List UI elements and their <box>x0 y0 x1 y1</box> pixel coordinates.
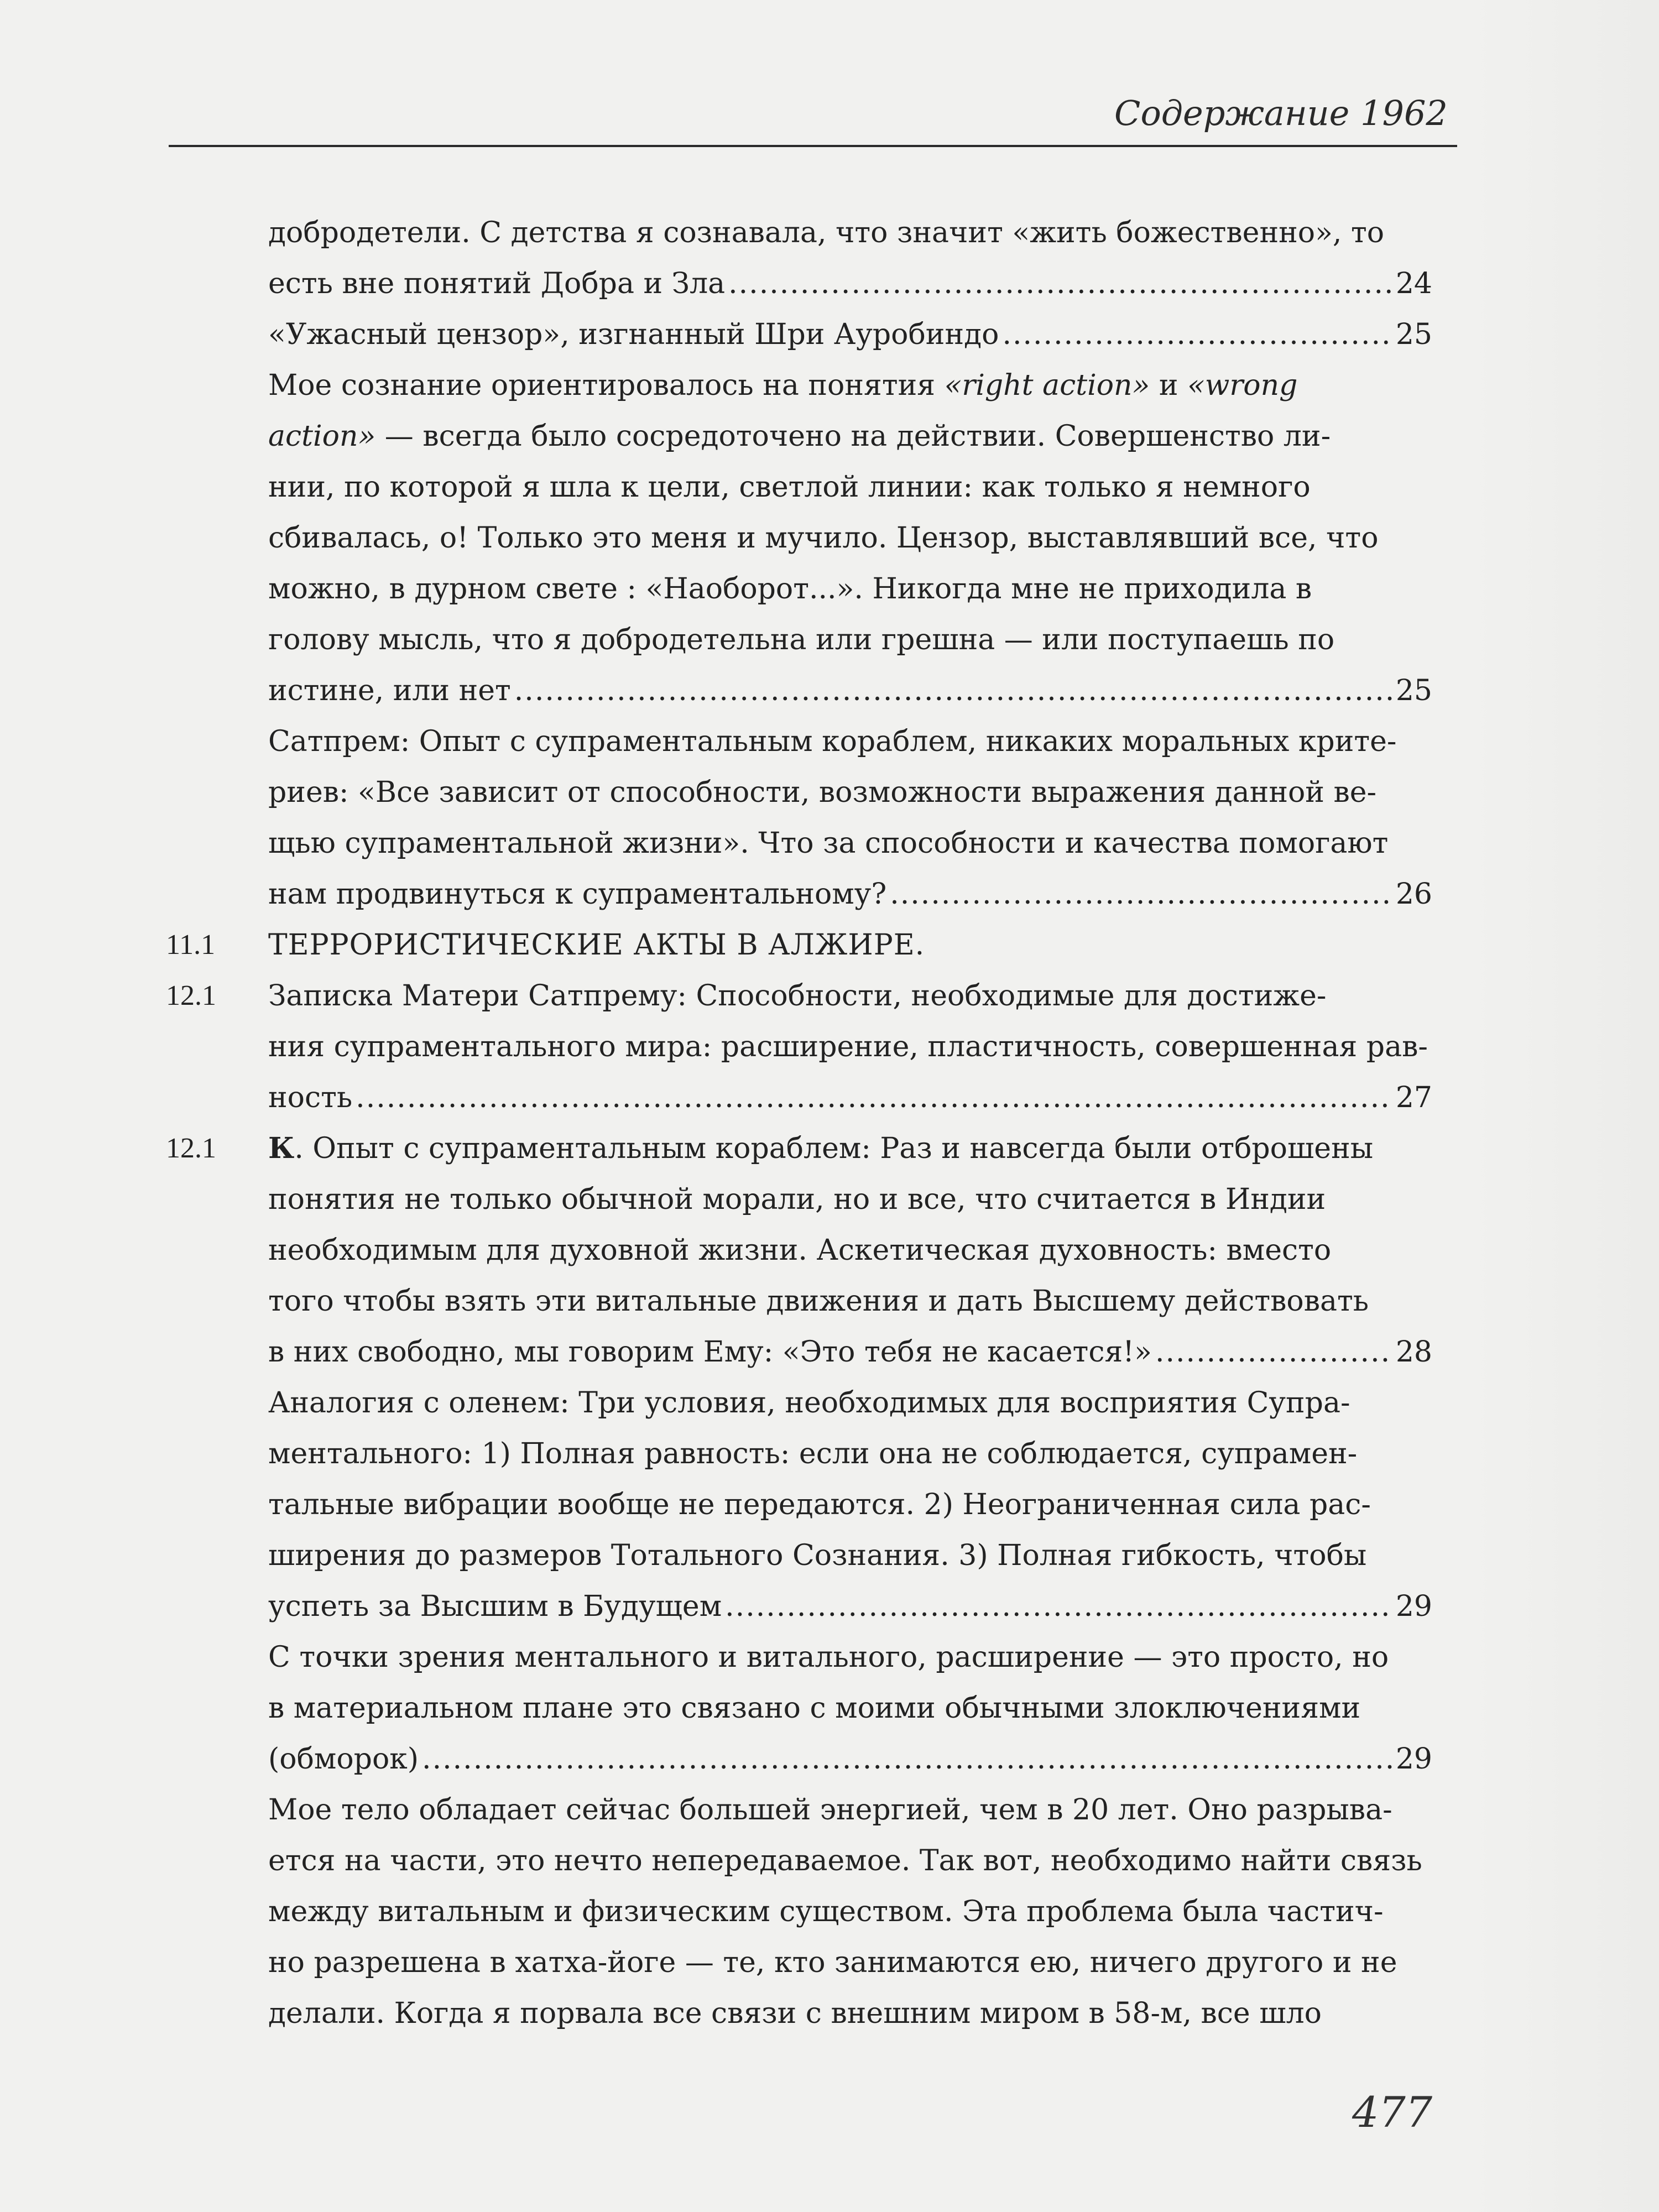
leader-text: есть вне понятий Добра и Зла <box>268 267 726 300</box>
header-rule <box>169 145 1457 147</box>
toc-entry <box>166 1378 1432 1632</box>
leader-line <box>268 869 1432 920</box>
entry-line: ширения до размеров Тотального Сознания. 3) Полная гибкость, чтобы <box>268 1539 1367 1572</box>
entry-line: Записка Матери Сатпрему: Способности, необходимые для достиже- <box>268 979 1327 1013</box>
leader-dots <box>1155 1327 1392 1378</box>
leader-line <box>268 1072 1432 1123</box>
page-ref: 26 <box>1395 878 1432 911</box>
italic-term: action» <box>268 420 376 453</box>
page-ref: 24 <box>1395 267 1432 300</box>
leader-text: ность <box>268 1081 353 1114</box>
page-edge-shading <box>1471 0 1659 2212</box>
toc-entry <box>166 1632 1432 1785</box>
entry-line: ется на части, это нечто непередаваемое. Так вот, необходимо найти связь <box>268 1844 1422 1877</box>
page-ref: 29 <box>1395 1743 1432 1776</box>
entry-line: сбивалась, о! Только это меня и мучило. Цензор, выставлявший все, что <box>268 521 1379 555</box>
leader-dots <box>422 1734 1392 1785</box>
entry-line: того чтобы взять эти витальные движения и дать Высшему действовать <box>268 1285 1369 1318</box>
toc-entry <box>166 360 1432 716</box>
entry-line: понятия не только обычной морали, но и все, что считается в Индии <box>268 1183 1326 1216</box>
entry-date: 12.1 <box>166 1133 216 1164</box>
page-ref: 29 <box>1395 1590 1432 1623</box>
entry-date: 12.1 <box>166 980 216 1011</box>
page-ref: 28 <box>1395 1335 1432 1369</box>
entry-line: К. Опыт с супраментальным кораблем: Раз и навсегда были отброшены <box>268 1131 1374 1165</box>
italic-term: «right action» <box>944 369 1150 402</box>
toc-entry <box>166 309 1432 360</box>
entry-line: щью супраментальной жизни». Что за способности и качества помогают <box>268 827 1389 860</box>
entry-line: необходимым для духовной жизни. Аскетическая духовность: вместо <box>268 1234 1332 1267</box>
entry-date: 11.1 <box>166 929 216 961</box>
entry-line: Аналогия с оленем: Три условия, необходимых для восприятия Супра- <box>268 1386 1350 1420</box>
leader-line <box>268 665 1432 716</box>
toc-entry <box>166 1785 1432 2039</box>
bold-initial: К <box>268 1131 295 1165</box>
entry-line: голову мысль, что я добродетельна или грешна — или поступаешь по <box>268 623 1335 656</box>
table-of-contents <box>166 207 1432 2039</box>
page-ref: 27 <box>1395 1081 1432 1114</box>
toc-entry <box>166 920 1432 971</box>
leader-line <box>268 309 1432 360</box>
entry-line: Мое сознание ориентировалось на понятия «right action» и «wrong <box>268 369 1298 402</box>
entry-line: между витальным и физическим существом. Эта проблема была частич- <box>268 1895 1384 1928</box>
entry-line: делали. Когда я порвала все связи с внешним миром в 58-м, все шло <box>268 1997 1322 2030</box>
page-number: 477 <box>1352 2088 1433 2137</box>
entry-line: ментального: 1) Полная равность: если она не соблюдается, супрамен- <box>268 1437 1358 1470</box>
leader-line <box>268 1734 1432 1785</box>
leader-dots <box>356 1072 1392 1123</box>
leader-dots <box>514 665 1392 716</box>
leader-line <box>268 1581 1432 1632</box>
toc-entry <box>166 971 1432 1123</box>
leader-text: (обморок) <box>268 1743 419 1776</box>
leader-dots <box>1002 309 1392 360</box>
toc-entry <box>166 1123 1432 1378</box>
leader-line <box>268 1327 1432 1378</box>
toc-entry <box>166 716 1432 920</box>
entry-line: action» — всегда было сосредоточено на действии. Совершенство ли- <box>268 420 1331 453</box>
leader-text: успеть за Высшим в Будущем <box>268 1590 722 1623</box>
leader-dots <box>728 258 1392 309</box>
leader-text: нам продвинуться к супраментальному? <box>268 878 887 911</box>
entry-line: в материальном плане это связано с моими обычными злоключениями <box>268 1692 1361 1725</box>
entry-line: риев: «Все зависит от способности, возможности выражения данной ве- <box>268 776 1377 809</box>
entry-line: Мое тело обладает сейчас большей энергией, чем в 20 лет. Оно разрыва- <box>268 1793 1392 1827</box>
page-ref: 25 <box>1395 318 1432 351</box>
toc-entry <box>166 207 1432 309</box>
leader-text: истине, или нет <box>268 674 511 707</box>
entry-line: тальные вибрации вообще не передаются. 2) Неограниченная сила рас- <box>268 1488 1371 1521</box>
running-head: Содержание 1962 <box>1114 93 1448 133</box>
leader-line <box>268 258 1432 309</box>
section-heading: ТЕРРОРИСТИЧЕСКИЕ АКТЫ В АЛЖИРЕ. <box>268 928 925 962</box>
leader-text: «Ужасный цензор», изгнанный Шри Ауробиндо <box>268 318 999 351</box>
leader-dots <box>725 1581 1392 1632</box>
entry-line: С точки зрения ментального и витального, расширение — это просто, но <box>268 1641 1389 1674</box>
page-ref: 25 <box>1395 674 1432 707</box>
entry-line: нии, по которой я шла к цели, светлой линии: как только я немного <box>268 471 1311 504</box>
entry-line: добродетели. С детства я сознавала, что значит «жить божественно», то <box>268 216 1385 249</box>
entry-line: но разрешена в хатха-йоге — те, кто занимаются ею, ничего другого и не <box>268 1946 1397 1979</box>
entry-line: ния супраментального мира: расширение, пластичность, совершенная рав- <box>268 1030 1428 1063</box>
italic-term: «wrong <box>1187 369 1298 402</box>
leader-dots <box>890 869 1392 920</box>
entry-line: можно, в дурном свете : «Наоборот...». Никогда мне не приходила в <box>268 572 1312 606</box>
leader-text: в них свободно, мы говорим Ему: «Это тебя не касается!» <box>268 1335 1152 1369</box>
entry-line: Сатпрем: Опыт с супраментальным кораблем, никаких моральных крите- <box>268 725 1397 758</box>
